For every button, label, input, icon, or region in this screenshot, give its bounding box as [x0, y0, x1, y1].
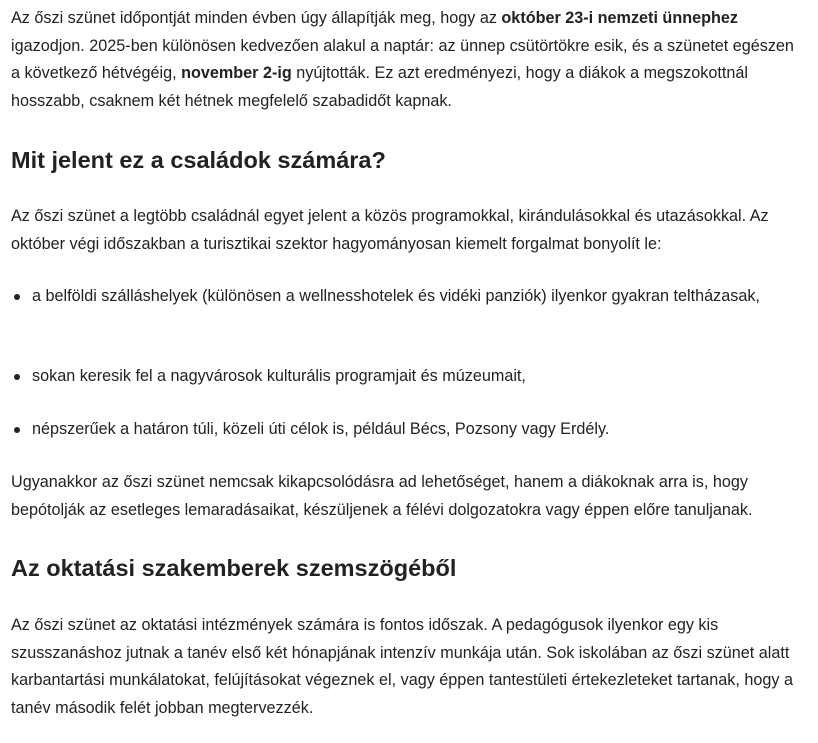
intro-text-part1: Az őszi szünet időpontját minden évben úgy állapítják meg, hogy az — [11, 9, 502, 27]
intro-text-part3: nyújtották. Ez azt eredményezi, hogy a diákok a megszokottnál hosszabb, csaknem két hétnek megfelelő szabadidőt kapnak. — [11, 64, 748, 110]
bullet-dot-icon — [14, 427, 20, 433]
intro-bold-end-date: november 2-ig — [181, 64, 292, 82]
families-paragraph: Az őszi szünet a legtöbb családnál egyet jelent a közös programokkal, kirándulásokkal és utazásokkal. Az október végi időszakban a turisztikai szektor hagyományosan kiemelt forgalmat bonyolít le: — [11, 207, 769, 253]
bullet-dot-icon — [14, 294, 20, 300]
intro-paragraph — [11, 5, 801, 115]
catchup-paragraph: Ugyanakkor az őszi szünet nemcsak kikapcsolódásra ad lehetőséget, hanem a diákoknak arra is, hogy bepótolják az esetleges lemaradásaikat, készüljenek a félévi dolgozatokra vagy éppen előre tanuljanak. — [11, 473, 753, 519]
section-heading-educators: Az oktatási szakemberek szemszögéből — [11, 555, 457, 581]
list-item — [11, 416, 801, 444]
educators-paragraph: Az őszi szünet az oktatási intézmények számára is fontos időszak. A pedagógusok ilyenkor egy kis szusszanáshoz jutnak a tanév első két hónapjának intenzív munkája után. Sok iskolában az őszi szünet alatt karbantartási munkálatokat, felújításokat végeznek el, vagy éppen tantestületi értekezleteket tartanak, hogy a tanév második felét jobban megtervezzék. — [11, 616, 793, 717]
section-heading-families: Mit jelent ez a családok számára? — [11, 147, 386, 173]
intro-text-part2: igazodjon. 2025-ben különösen kedvezően alakul a naptár: az ünnep csütörtökre esik, és a szünetet egészen a következő hétvégéig, — [11, 36, 794, 82]
list-item — [11, 283, 801, 311]
list-item — [11, 363, 801, 391]
list-item-text: sokan keresik fel a nagyvárosok kulturális programjait és múzeumait, — [32, 367, 526, 385]
bullet-dot-icon — [14, 374, 20, 380]
list-item-text: népszerűek a határon túli, közeli úti célok is, például Bécs, Pozsony vagy Erdély. — [32, 420, 610, 438]
intro-bold-date: október 23-i nemzeti ünnephez — [501, 9, 738, 27]
list-item-text: a belföldi szálláshelyek (különösen a wellnesshotelek és vidéki panziók) ilyenkor gyakran teltházasak, — [32, 287, 760, 305]
